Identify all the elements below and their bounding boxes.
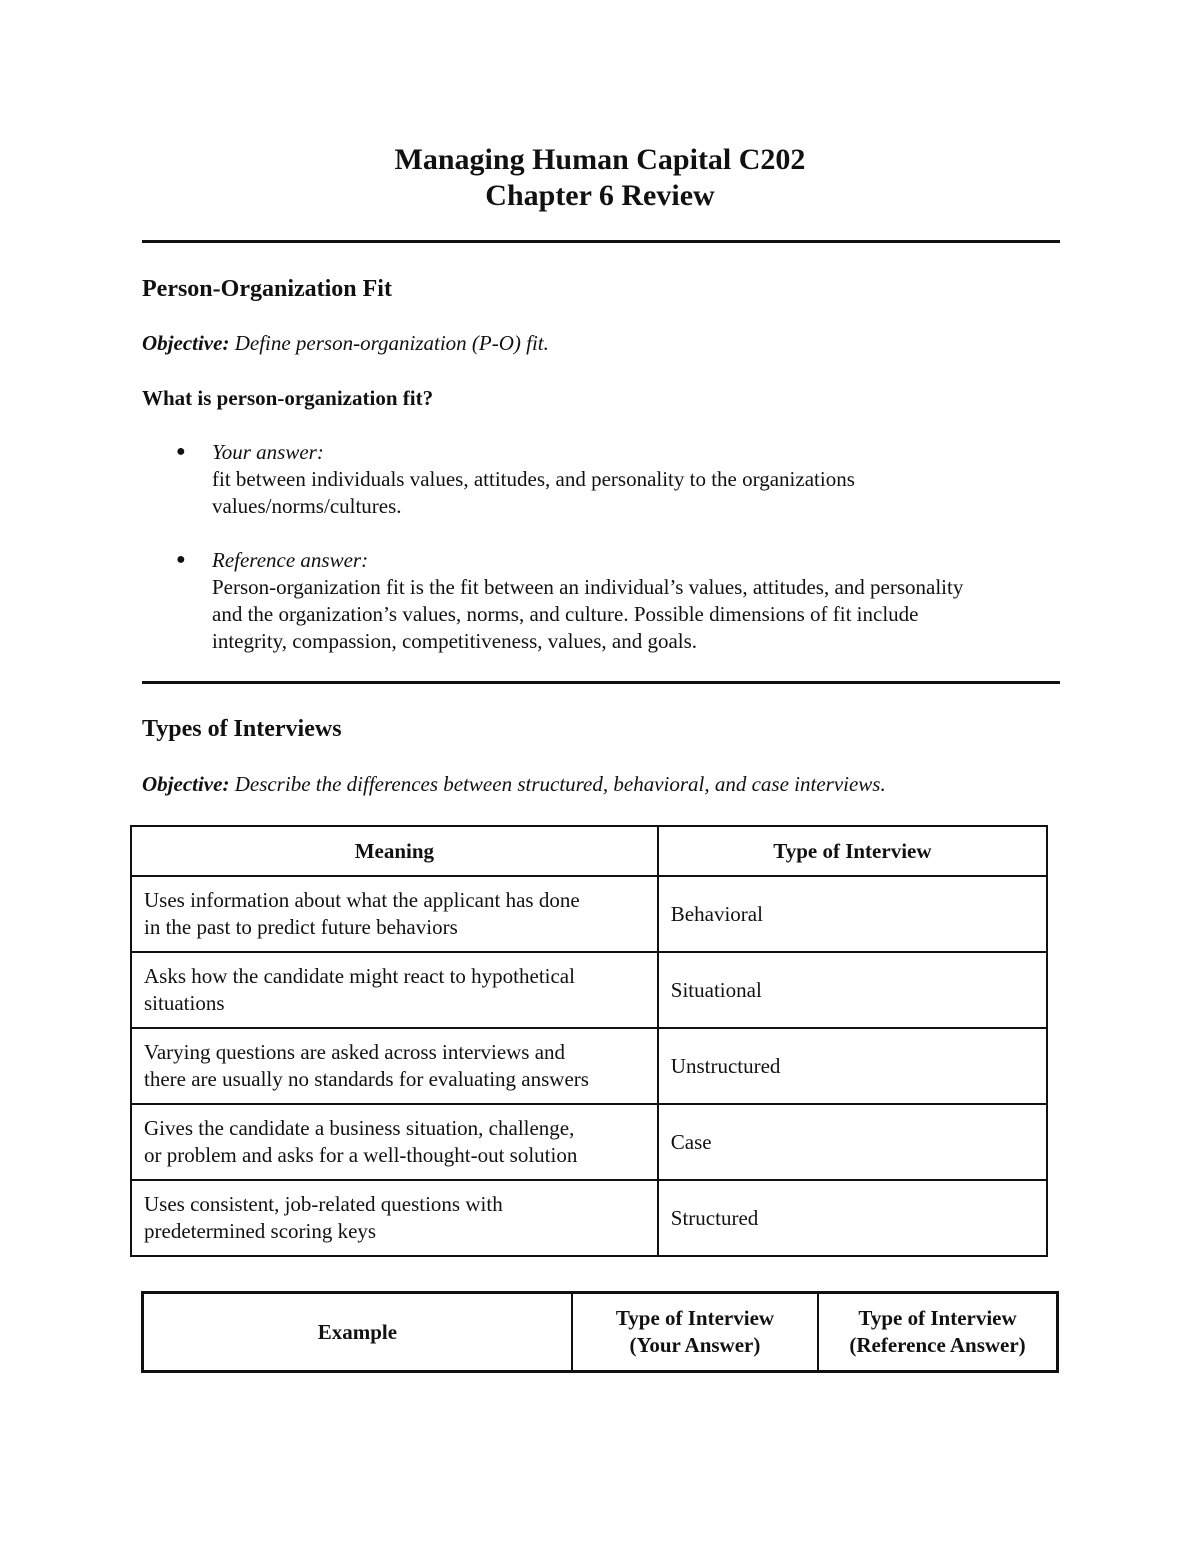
header-meaning: Meaning [131, 826, 658, 876]
meaning-line: situations [144, 991, 225, 1015]
your-answer-label: Your answer: [212, 440, 324, 464]
table-header-row [143, 1293, 1058, 1372]
reference-answer-block [212, 547, 1062, 655]
table-row [131, 876, 1047, 952]
header-your-answer [572, 1293, 818, 1372]
section-heading-interviews: Types of Interviews [142, 716, 342, 742]
objective-interviews [142, 772, 886, 797]
divider-middle [142, 681, 1060, 684]
meaning-cell [131, 1180, 658, 1256]
meaning-cell [131, 876, 658, 952]
section-heading-po-fit: Person-Organization Fit [142, 276, 392, 302]
type-cell: Structured [658, 1180, 1047, 1256]
header-line: Type of Interview [858, 1306, 1017, 1330]
document-title [0, 142, 1200, 214]
objective-label: Objective: [142, 772, 230, 796]
bullet-icon: ● [176, 443, 186, 460]
header-line: (Your Answer) [629, 1333, 761, 1357]
meaning-cell [131, 1104, 658, 1180]
meaning-line: Gives the candidate a business situation, challenge, [144, 1116, 575, 1140]
meaning-line: there are usually no standards for evaluating answers [144, 1067, 589, 1091]
course-title: Managing Human Capital C202 [394, 143, 806, 176]
header-line: Type of Interview [615, 1306, 775, 1330]
meaning-line: in the past to predict future behaviors [144, 915, 458, 939]
table-row [131, 1104, 1047, 1180]
your-answer-line: values/norms/cultures. [212, 494, 402, 518]
reference-answer-line: Person-organization fit is the fit between an individual’s values, attitudes, and personality [212, 575, 964, 599]
meaning-line: Varying questions are asked across interviews and [144, 1040, 566, 1064]
type-cell: Unstructured [658, 1028, 1047, 1104]
divider-top [142, 240, 1060, 243]
type-cell: Case [658, 1104, 1047, 1180]
question-po-fit: What is person-organization fit? [142, 386, 434, 410]
meaning-line: Asks how the candidate might react to hypothetical [144, 964, 575, 988]
meaning-line: predetermined scoring keys [144, 1219, 377, 1243]
reference-answer-label: Reference answer: [212, 548, 369, 572]
header-example: Example [143, 1293, 572, 1372]
type-cell: Behavioral [658, 876, 1047, 952]
meaning-line: or problem and asks for a well-thought-out solution [144, 1143, 578, 1167]
bullet-icon: ● [176, 551, 186, 568]
header-type: Type of Interview [658, 826, 1047, 876]
table-row [131, 1180, 1047, 1256]
meaning-line: Uses information about what the applicant has done [144, 888, 580, 912]
objective-text: Describe the differences between structured, behavioral, and case interviews. [234, 772, 886, 796]
objective-text: Define person-organization (P-O) fit. [234, 331, 549, 355]
objective-label: Objective: [142, 331, 230, 355]
table-row [131, 952, 1047, 1028]
header-line: (Reference Answer) [849, 1333, 1026, 1357]
header-reference-answer [818, 1293, 1057, 1372]
table-row [131, 1028, 1047, 1104]
meaning-cell [131, 952, 658, 1028]
chapter-title: Chapter 6 Review [485, 179, 715, 212]
example-table [141, 1291, 1059, 1373]
reference-answer-line: integrity, compassion, competitiveness, values, and goals. [212, 629, 698, 653]
objective-po-fit [142, 331, 549, 356]
your-answer-block [212, 439, 1062, 520]
reference-answer-line: and the organization’s values, norms, and culture. Possible dimensions of fit include [212, 602, 919, 626]
meaning-line: Uses consistent, job-related questions with [144, 1192, 503, 1216]
your-answer-line: fit between individuals values, attitudes, and personality to the organizations [212, 467, 855, 491]
type-cell: Situational [658, 952, 1047, 1028]
table-header-row [131, 826, 1047, 876]
interview-types-table [130, 825, 1048, 1257]
meaning-cell [131, 1028, 658, 1104]
